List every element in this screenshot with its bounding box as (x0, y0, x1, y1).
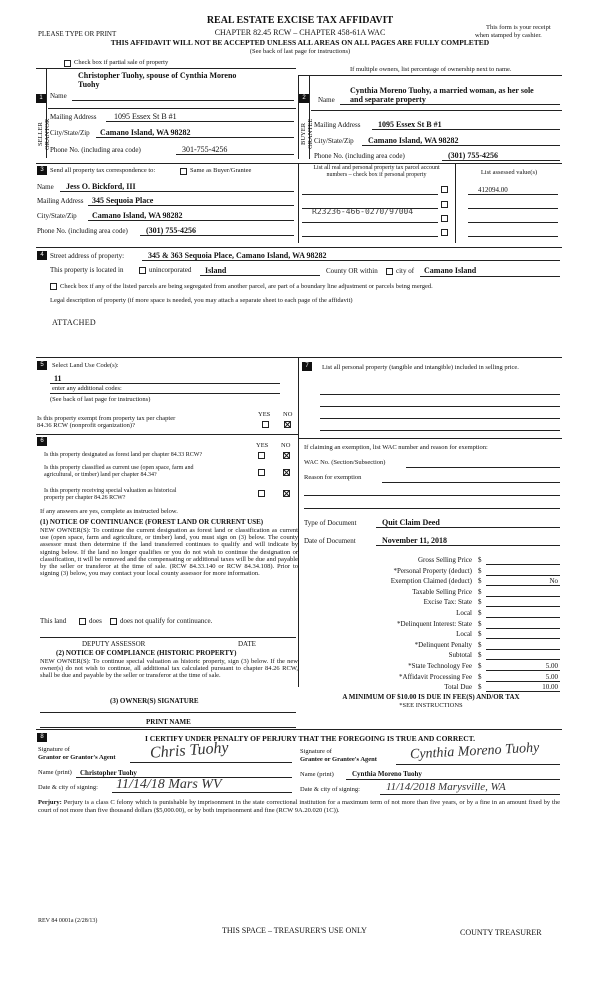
tax-row-dollar: $ (478, 609, 482, 617)
grantor-name-label: Name (print) (38, 769, 72, 776)
buyer-side-label: BUYER GRANTEE (300, 118, 314, 150)
current-use-question-2: agricultural, or timber) land per chapter 84.34? (44, 472, 157, 478)
minimum-due-note: A MINIMUM OF $10.00 IS DUE IN FEE(S) AND/OR TAX (342, 693, 520, 701)
section-6-badge: 6 (37, 437, 47, 446)
grantee-signature: Cynthia Moreno Tuohy (409, 740, 540, 763)
deputy-assessor-label: DEPUTY ASSESSOR (82, 640, 146, 648)
personal-property-label: List all personal property (tangible and intangible) included in selling price. (322, 364, 519, 371)
exempt-no-checkbox[interactable] (284, 421, 291, 428)
current-use-no-checkbox[interactable] (283, 469, 290, 476)
partial-sale-checkbox[interactable] (64, 60, 71, 67)
tax-row-label: Excise Tax: State (423, 598, 472, 607)
grantor-date-label: Date & city of signing: (38, 784, 98, 791)
parcels-header-1: List all real and personal property tax parcel account (313, 165, 440, 171)
corr-address: 345 Sequoia Place (92, 196, 154, 205)
grantee-sig-label-1: Signature of (300, 748, 332, 755)
treasurer-space-label: THIS SPACE – TREASURER'S USE ONLY (222, 926, 367, 935)
document-date: November 11, 2018 (382, 536, 447, 545)
tax-row-dollar: $ (478, 640, 482, 649)
grantee-date: 11/14/2018 Marysville, WA (386, 781, 506, 793)
perjury-text: Perjury is a class C felony which is punishable by imprisonment in the state correctional institution for a maximum term of not more than five years, or by a fine in an amount fixed by the court of not more than five thousand dollars ($5,000.00), or by both imprisonment and fine (RCW 9A.20.020 (1C)). (38, 799, 560, 814)
corr-name: Jess O. Bickford, III (66, 182, 136, 191)
tax-row-dollar: $ (478, 566, 482, 575)
buyer-phone-label: Phone No. (including area code) (314, 152, 405, 160)
land-use-see-back: (See back of last page for instructions) (50, 396, 151, 403)
form-see-back: (See back of last page for instructions) (249, 48, 351, 55)
grantor-date: 11/14/18 Mars WV (116, 777, 222, 792)
tax-row-label: *Affidavit Processing Fee (399, 672, 472, 681)
tax-row-label: Local (456, 609, 472, 617)
located-in-label: This property is located in (50, 266, 124, 274)
corr-phone-label: Phone No. (including area code) (37, 227, 128, 235)
exemption-label: If claiming an exemption, list WAC number and reason for exemption: (304, 444, 488, 451)
legal-description: ATTACHED (52, 318, 96, 327)
same-as-buyer-checkbox[interactable] (180, 168, 187, 175)
section-4-badge: 4 (37, 251, 47, 260)
section-8-badge: 8 (37, 733, 47, 742)
county-name: Island (205, 266, 227, 275)
seller-city: Camano Island, WA 98282 (100, 128, 191, 137)
forest-no-checkbox[interactable] (283, 452, 290, 459)
historic-yes-checkbox[interactable] (258, 490, 265, 497)
exempt-question-1: Is this property exempt from property tax per chapter (37, 415, 176, 422)
city-checkbox[interactable] (386, 268, 393, 275)
tax-row-dollar: $ (478, 556, 482, 564)
section-2-badge: 2 (299, 94, 309, 103)
buyer-address: 1095 Essex St B #1 (378, 120, 442, 129)
historic-question-1: Is this property receiving special valuation as historical (44, 488, 177, 494)
form-number: REV 84 0001a (2/28/13) (38, 918, 98, 924)
tax-row-dollar: $ (478, 683, 482, 692)
county-or-within: County OR within (326, 267, 378, 275)
additional-codes-label: enter any additional codes: (52, 385, 122, 392)
section-7-badge: 7 (302, 362, 312, 371)
forest-yes-checkbox[interactable] (258, 452, 265, 459)
tax-row-dollar: $ (478, 651, 482, 660)
land-use-label: Select Land Use Code(s): (52, 362, 119, 369)
print-name-label: PRINT NAME (146, 718, 191, 726)
corr-city-label: City/State/Zip (37, 212, 77, 220)
legal-description-label: Legal description of property (if more space is needed, you may attach a separate sheet to each page of the affidavit) (50, 297, 353, 304)
personal-property-checkbox-3[interactable] (441, 215, 448, 222)
buyer-city: Camano Island, WA 98282 (368, 136, 459, 145)
assessed-header: List assessed value(s) (480, 169, 538, 176)
grantee-name: Cynthia Moreno Tuohy (352, 770, 422, 778)
tax-row-amount: 5.00 (545, 662, 558, 670)
buyer-city-label: City/State/Zip (314, 137, 354, 145)
segregated-checkbox[interactable] (50, 283, 57, 290)
land-use-code: 11 (54, 374, 62, 383)
seller-name-line2: Tuohy (78, 80, 100, 89)
tax-row-dollar: $ (478, 598, 482, 607)
receipt-note-2: when stamped by cashier. (475, 32, 542, 39)
seller-address-label: Mailing Address (50, 113, 97, 121)
land-does-label: does (89, 617, 102, 625)
parcel-number: R23236-466-0270/97004 (312, 207, 414, 216)
receipt-note-1: This form is your receipt (486, 24, 551, 31)
notice-2-text: NEW OWNER(S): To continue special valuation as historic property, sign (3) below. If the new owner(s) do not wish to continue, all additional tax calculated pursuant to chapter 84.26 RCW, shall be due and payable by the seller or transferor at the time of sale. (40, 658, 298, 680)
grantee-date-label: Date & city of signing: (300, 786, 360, 793)
tax-row-dollar: $ (478, 587, 482, 596)
section-3-badge: 3 (37, 166, 47, 175)
partial-sale-label: Check box if partial sale of property (74, 59, 169, 66)
grantor-name: Christopher Tuohy (80, 769, 137, 777)
land-use-yes: YES (258, 411, 271, 418)
seller-name-line1: Christopher Tuohy, spouse of Cynthia Moreno (78, 71, 237, 80)
land-use-no: NO (283, 411, 293, 418)
grantor-sig-label-2: Grantor or Grantor's Agent (38, 754, 116, 761)
if-yes-note: If any answers are yes, complete as instructed below. (40, 508, 178, 515)
tax-row-label: Exemption Claimed (deduct) (390, 577, 472, 586)
unincorporated-checkbox[interactable] (139, 267, 146, 274)
seller-phone: 301-755-4256 (182, 145, 228, 154)
seller-side-label: SELLER GRANTOR (37, 118, 51, 150)
see-instructions-note: *SEE INSTRUCTIONS (399, 702, 463, 709)
tax-row-dollar: $ (478, 577, 482, 586)
county-treasurer-label: COUNTY TREASURER (460, 928, 542, 937)
tax-row-label: Local (456, 630, 472, 639)
parcels-header-2: numbers – check box if personal property (326, 172, 427, 178)
personal-property-checkbox-2[interactable] (441, 201, 448, 208)
designation-yes: YES (256, 442, 269, 449)
exemption-reason-label: Reason for exemption (304, 474, 362, 481)
notice-1-text: NEW OWNER(S): To continue the current designation as forest land or classification as current use (open space, farm and agriculture, or timber) land, you must sign on (3) below. The county assessor must then determine if the land transferred continues to qualify and will indicate by signing below. If the land no longer qualifies or you do not wish to continue the designation or classification, it will be removed and the compensating or additional taxes will be due and payable by the seller or transferor at the time of sale. (RCW 84.33.140 or RCW 84.34.108). Prior to signing (3) below, you may contact your local county assessor for more information. (40, 527, 298, 578)
tax-row-dollar: $ (478, 630, 482, 639)
perjury-label: Perjury: (38, 799, 62, 806)
perjury-notice (38, 799, 560, 814)
owner-signature-label: (3) OWNER(S) SIGNATURE (110, 697, 199, 705)
land-does-not-checkbox[interactable] (110, 618, 117, 625)
tax-row-amount: 5.00 (545, 672, 558, 681)
type-or-print: PLEASE TYPE OR PRINT (38, 30, 117, 38)
seller-name-label: Name (50, 92, 67, 100)
tax-row-dollar: $ (478, 672, 482, 681)
grantee-sig-label-2: Grantee or Grantee's Agent (300, 756, 377, 763)
assessed-value: 412094.00 (478, 186, 508, 194)
city-of-label: city of (396, 267, 415, 275)
exempt-yes-checkbox[interactable] (262, 421, 269, 428)
tax-row-dollar: $ (478, 662, 482, 670)
current-use-question-1: Is this property classified as current use (open space, farm and (44, 465, 194, 471)
buyer-name-line2: and separate property (350, 95, 426, 104)
document-date-label: Date of Document (304, 537, 356, 545)
tax-row-label: *Personal Property (deduct) (393, 566, 472, 575)
this-land-label: This land (40, 617, 67, 625)
buyer-name-line1: Cynthia Moreno Tuohy, a married woman, as her sole (350, 86, 534, 95)
correspondence-label: Send all property tax correspondence to: (50, 167, 156, 174)
tax-row-amount: 10.00 (542, 683, 558, 692)
buyer-phone: (301) 755-4256 (448, 151, 498, 160)
buyer-address-label: Mailing Address (314, 121, 361, 129)
same-as-buyer-label: Same as Buyer/Grantee (190, 167, 252, 174)
land-does-not-label: does not qualify for continuance. (120, 617, 213, 625)
document-type-label: Type of Document (304, 519, 357, 527)
exempt-question-2: 84.36 RCW (nonprofit organization)? (37, 422, 135, 429)
grantee-name-label: Name (print) (300, 771, 334, 778)
form-warning: THIS AFFIDAVIT WILL NOT BE ACCEPTED UNLESS ALL AREAS ON ALL PAGES ARE FULLY COMPLETED (110, 38, 490, 47)
tax-row-label: *Delinquent Penalty (414, 640, 472, 649)
buyer-name-label: Name (318, 96, 335, 104)
corr-name-label: Name (37, 183, 54, 191)
tax-row-label: Gross Selling Price (417, 556, 472, 564)
grantor-signature: Chris Tuohy (149, 739, 230, 762)
multiple-owners-note: If multiple owners, list percentage of ownership next to name. (350, 66, 512, 73)
historic-question-2: property per chapter 84.26 RCW? (44, 495, 126, 501)
property-city: Camano Island (424, 266, 477, 275)
tax-row-label: Total Due (444, 683, 472, 692)
street-address: 345 & 363 Sequoia Place, Camano Island, WA 98282 (148, 251, 327, 260)
current-use-yes-checkbox[interactable] (258, 469, 265, 476)
seller-phone-label: Phone No. (including area code) (50, 146, 141, 154)
tax-row-label: *State Technology Fee (408, 662, 472, 670)
document-type: Quit Claim Deed (382, 518, 440, 527)
form-title: REAL ESTATE EXCISE TAX AFFIDAVIT (206, 15, 394, 26)
corr-address-label: Mailing Address (37, 197, 84, 205)
tax-row-label: Taxable Selling Price (412, 587, 472, 596)
seller-address: 1095 Essex St B #1 (114, 112, 177, 121)
wac-number-label: WAC No. (Section/Subsection) (304, 459, 386, 466)
personal-property-checkbox-1[interactable] (441, 186, 448, 193)
form-chapter: CHAPTER 82.45 RCW – CHAPTER 458-61A WAC (214, 28, 386, 37)
segregated-note: Check box if any of the listed parcels are being segregated from another parcel, are part of a boundary line adjustment or parcels being merged. (60, 283, 433, 290)
seller-city-label: City/State/Zip (50, 129, 90, 137)
notice-2-title: (2) NOTICE OF COMPLIANCE (HISTORIC PROPERTY) (56, 649, 237, 657)
tax-row-amount: No (549, 577, 558, 586)
notice-1-title: (1) NOTICE OF CONTINUANCE (FOREST LAND OR CURRENT USE) (40, 518, 264, 526)
tax-row-label: *Delinquent Interest: State (396, 619, 472, 628)
forest-question: Is this property designated as forest land per chapter 84.33 RCW? (44, 452, 203, 458)
personal-property-checkbox-4[interactable] (441, 229, 448, 236)
tax-row-dollar: $ (478, 619, 482, 628)
street-label: Street address of property: (50, 252, 125, 260)
certify-statement: I CERTIFY UNDER PENALTY OF PERJURY THAT THE FOREGOING IS TRUE AND CORRECT. (144, 734, 475, 743)
section-5-badge: 5 (37, 361, 47, 370)
corr-city: Camano Island, WA 98282 (92, 211, 183, 220)
designation-no: NO (281, 442, 291, 449)
tax-row-label: Subtotal (448, 651, 472, 660)
land-does-checkbox[interactable] (79, 618, 86, 625)
corr-phone: (301) 755-4256 (146, 226, 196, 235)
assessor-date-label: DATE (238, 640, 256, 648)
historic-no-checkbox[interactable] (283, 490, 290, 497)
unincorporated-label: unincorporated (149, 266, 192, 274)
section-1-badge: 1 (36, 94, 46, 103)
grantor-sig-label-1: Signature of (38, 746, 70, 753)
